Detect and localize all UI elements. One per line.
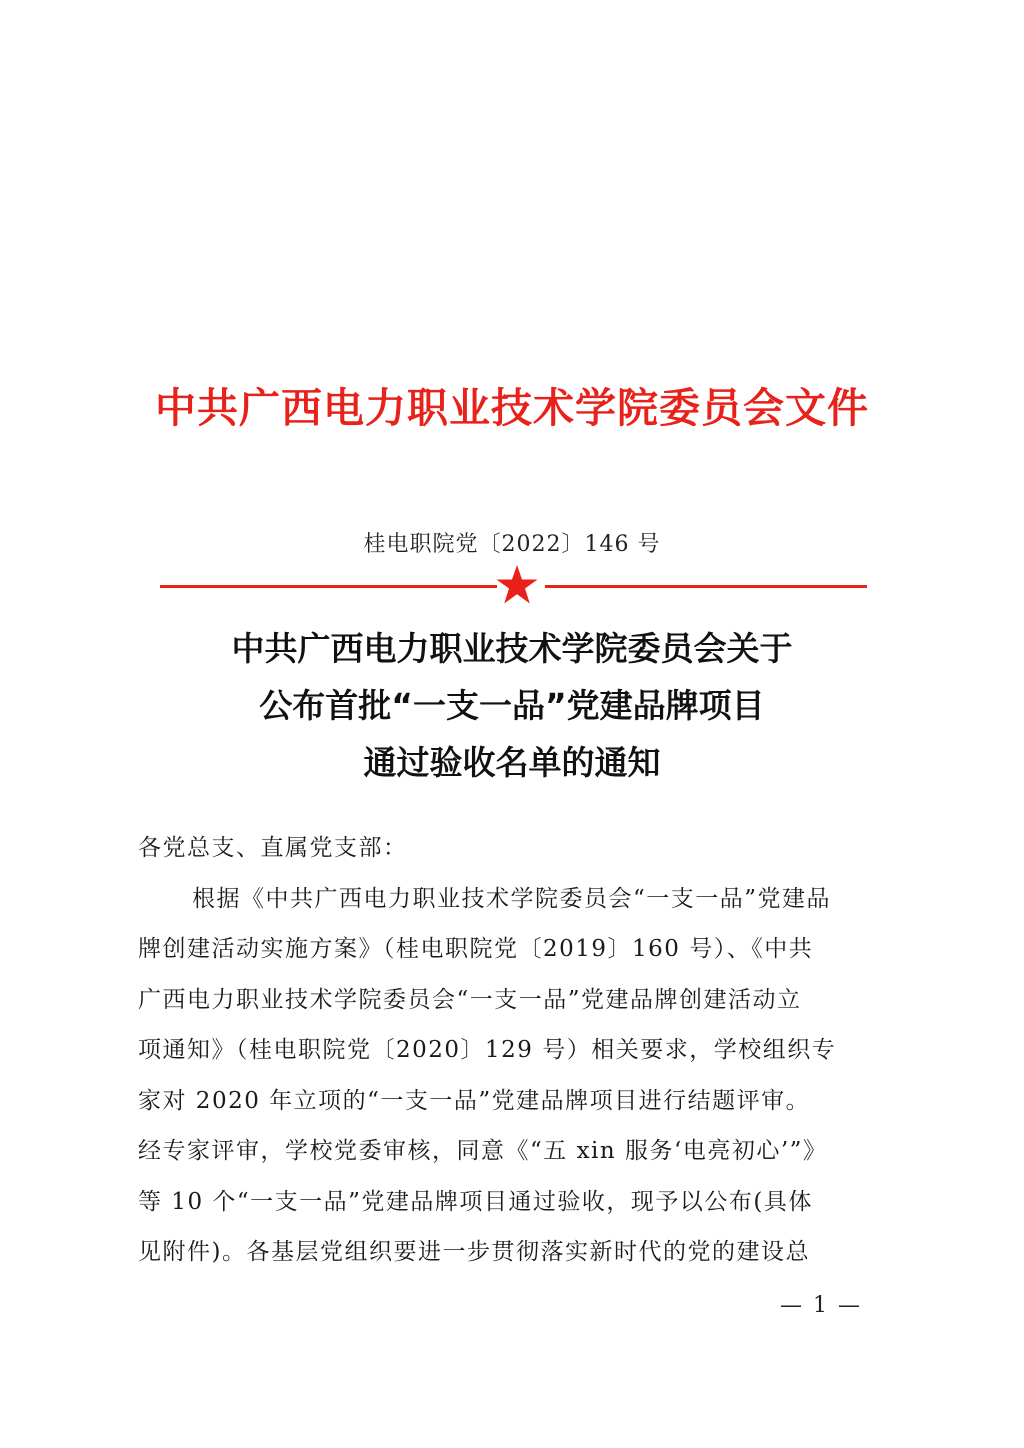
body-line: 见附件)。各基层党组织要进一步贯彻落实新时代的党的建设总 xyxy=(138,1239,810,1265)
page-number: — 1 — xyxy=(780,1293,862,1318)
body-line: 广西电力职业技术学院委员会“一支一品”党建品牌创建活动立 xyxy=(138,986,802,1013)
document-body xyxy=(138,823,898,1278)
body-line: 经专家评审，学校党委审核，同意《“五 xin 服务‘电亮初心’”》 xyxy=(138,1138,828,1164)
title-line-2: 公布首批“一支一品”党建品牌项目 xyxy=(259,686,765,725)
title-line-1: 中共广西电力职业技术学院委员会关于 xyxy=(231,629,793,668)
body-line: 家对 2020 年立项的“一支一品”党建品牌项目进行结题评审。 xyxy=(138,1087,811,1114)
document-title xyxy=(0,620,1024,791)
title-line-3: 通过验收名单的通知 xyxy=(363,743,661,782)
body-line: 根据《中共广西电力职业技术学院委员会“一支一品”党建品 xyxy=(192,885,832,912)
red-divider-right xyxy=(545,585,867,588)
body-line: 等 10 个“一支一品”党建品牌项目通过验收，现予以公布(具体 xyxy=(138,1188,813,1215)
red-divider-left xyxy=(160,585,497,588)
body-line: 项通知》（桂电职院党〔2020〕129 号）相关要求，学校组织专 xyxy=(138,1037,837,1063)
body-line: 牌创建活动实施方案》（桂电职院党〔2019〕160 号）、《中共 xyxy=(138,936,814,962)
document-number: 桂电职院党〔2022〕146 号 xyxy=(363,532,661,557)
star-icon xyxy=(495,563,539,607)
salutation: 各党总支、直属党支部： xyxy=(138,835,408,861)
organization-header: 中共广西电力职业技术学院委员会文件 xyxy=(155,384,869,432)
